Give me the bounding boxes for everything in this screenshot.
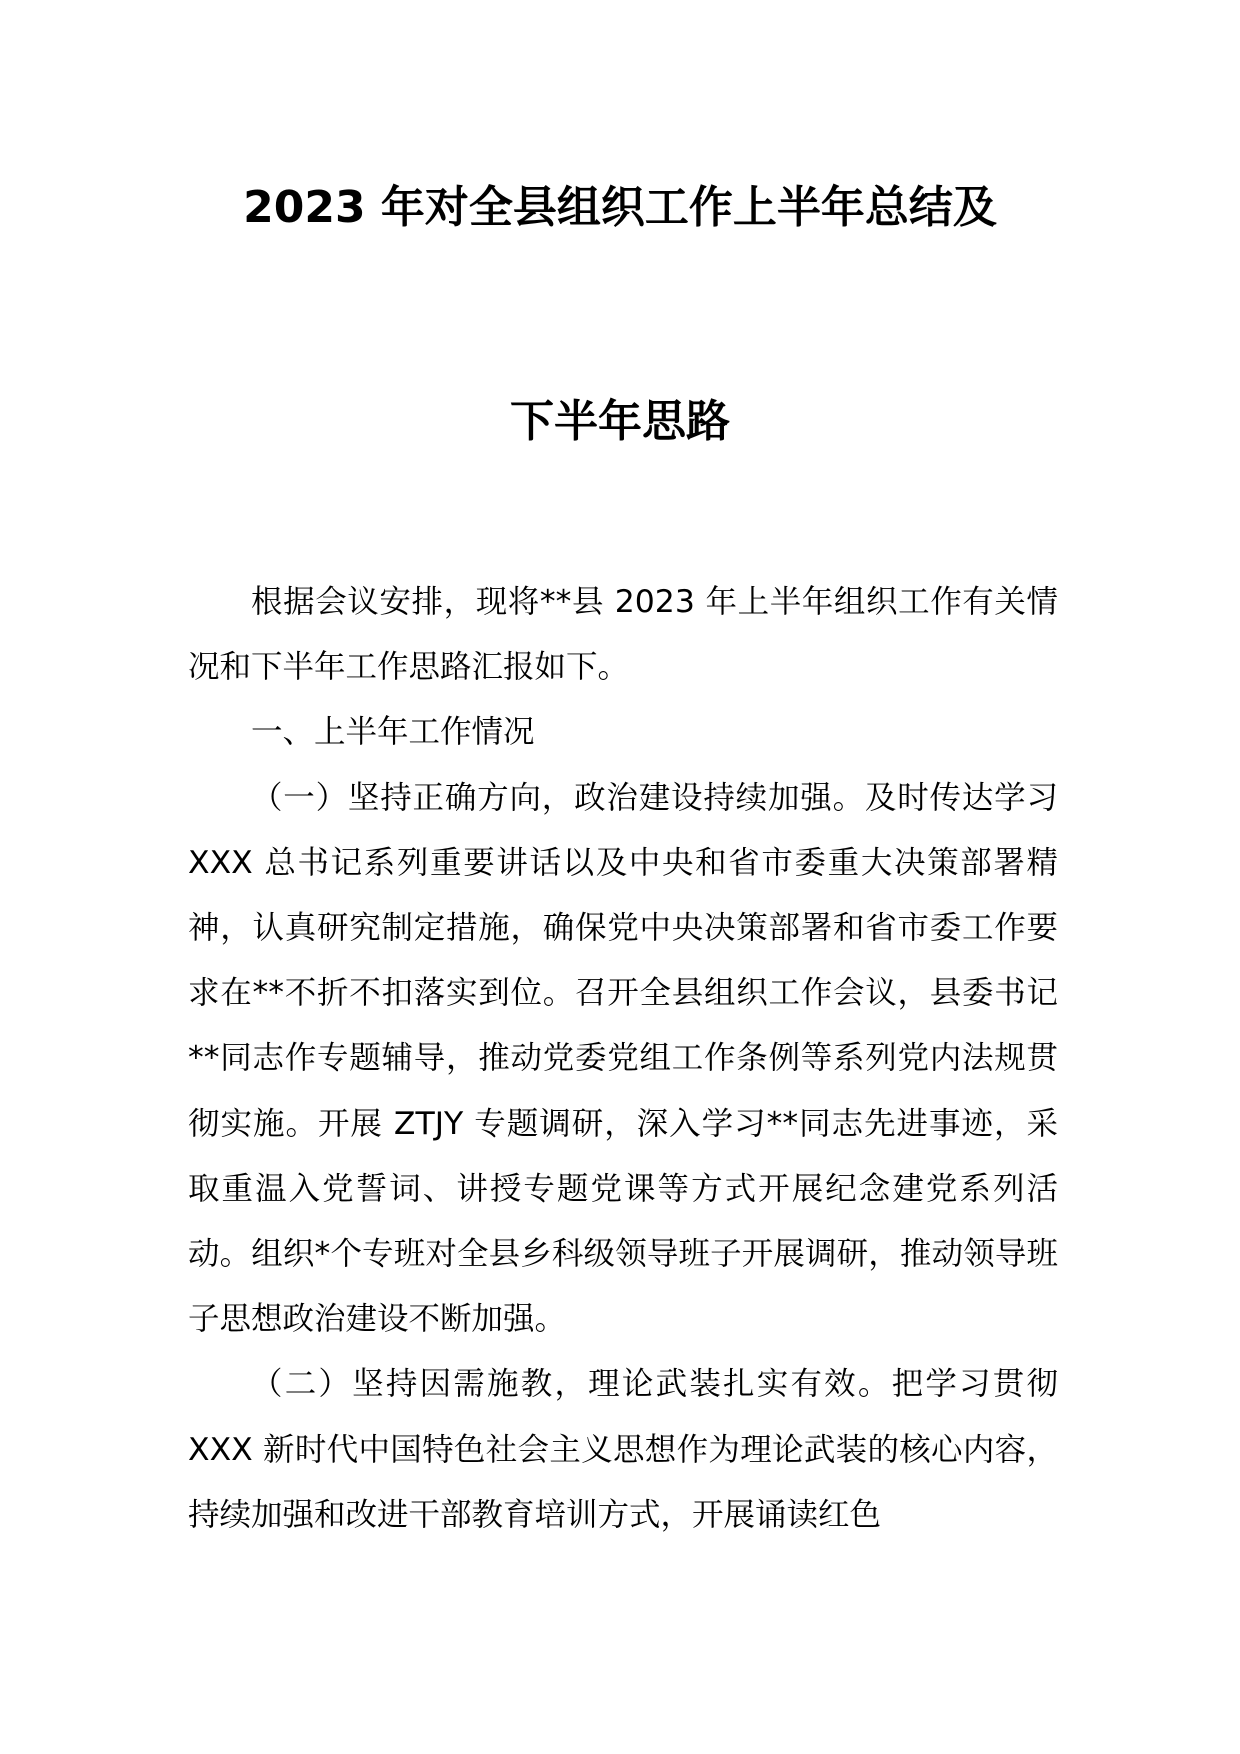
document-title-line-1: 2023 年对全县组织工作上半年总结及 [243,182,997,233]
body-paragraph-2: （二）坚持因需施教，理论武装扎实有效。把学习贯彻 XXX 新时代中国特色社会主义思想作为理论武装的核心内容，持续加强和改进干部教育培训方式，开展诵读红色 [188,1366,1058,1533]
document-title-line-2: 下半年思路 [510,396,730,447]
section-heading: 一、上半年工作情况 [251,714,535,751]
body-paragraph-1: （一）坚持正确方向，政治建设持续加强。及时传达学习 XXX 总书记系列重要讲话以及中央和省市委重大决策部署精神，认真研究制定措施，确保党中央决策部署和省市委工作要求在**不折不扣落实到位。召开全县组织工作会议，县委书记**同志作专题辅导，推动党委党组工作条例等系列党内法规贯彻实施。开展 ZTJY 专题调研，深入学习**同志先进事迹，采取重温入党誓词、讲授专题党课等方式开展纪念建党系列活动。组织*个专班对全县乡科级领导班子开展调研，推动领导班子思想政治建设不断加强。 [188,779,1058,1338]
document-body [188,570,1058,1548]
intro-paragraph: 根据会议安排，现将**县 2023 年上半年组织工作有关情况和下半年工作思路汇报如下。 [188,584,1058,686]
